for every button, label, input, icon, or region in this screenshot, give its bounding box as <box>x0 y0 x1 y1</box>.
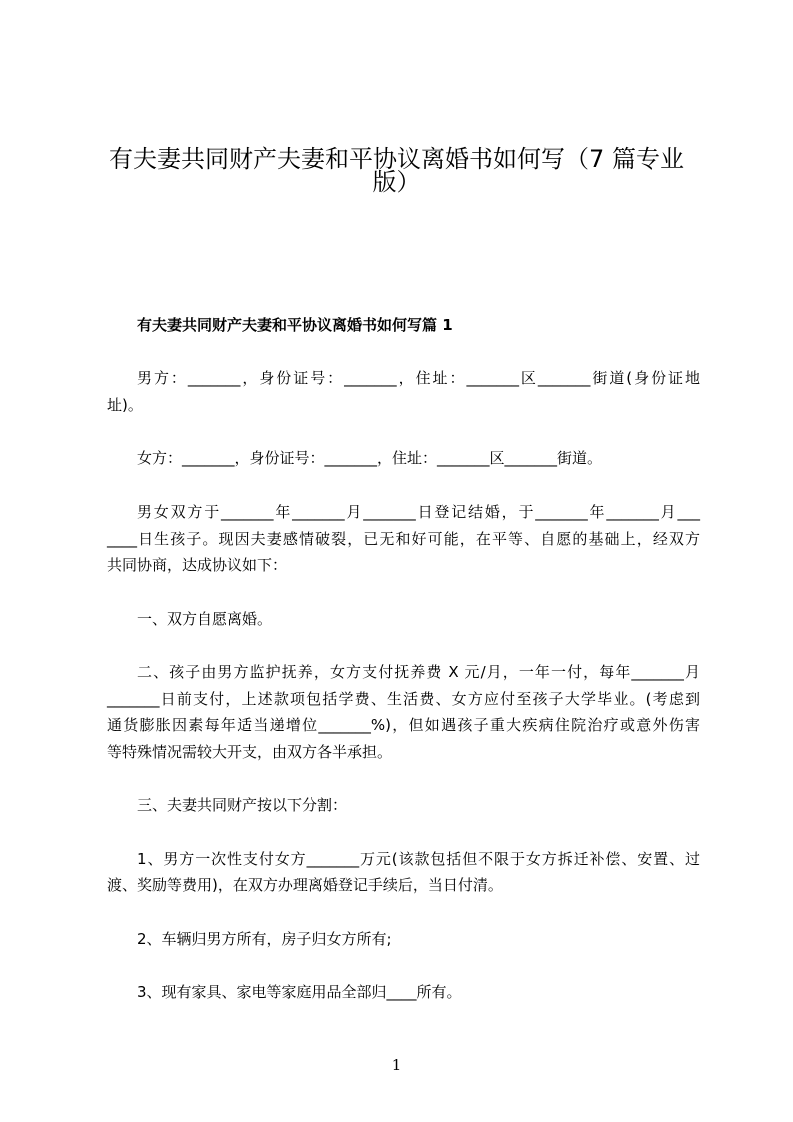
paragraph-line: 二、孩子由男方监护抚养，女方支付抚养费 X 元/月，一年一付，每年_______月 <box>137 662 700 681</box>
paragraph-clause-3 <box>107 792 700 819</box>
paragraph-line: ____日生孩子。现因夫妻感情破裂，已无和好可能，在平等、自愿的基础上，经双方 <box>107 529 700 548</box>
paragraph-line: 等特殊情况需较大开支，由双方各半承担。 <box>107 743 393 761</box>
paragraph-male-party <box>107 365 700 418</box>
paragraph-property-item-1 <box>107 846 700 899</box>
paragraph-line: 址)。 <box>107 396 143 415</box>
paragraph-property-item-3 <box>107 979 700 1006</box>
document-title <box>0 145 793 196</box>
paragraph-female-party <box>107 445 700 472</box>
paragraph-line: 女方：_______，身份证号：_______，住址：_______区_______街道。 <box>137 449 603 468</box>
paragraph-line: 3、现有家具、家电等家庭用品全部归____所有。 <box>137 983 462 1002</box>
paragraph-line: 共同协商，达成协议如下： <box>107 556 288 575</box>
paragraph-line: 一、双方自愿离婚。 <box>137 609 273 628</box>
title-line: 有夫妻共同财产夫妻和平协议离婚书如何写（7 篇专业 <box>109 145 684 173</box>
paragraph-clause-2 <box>107 659 700 766</box>
paragraph-line: 三、夫妻共同财产按以下分割： <box>137 796 348 815</box>
paragraph-clause-1 <box>107 606 700 633</box>
paragraph-line: 1、男方一次性支付女方_______万元(该款包括但不限于女方拆迁补偿、安置、过 <box>137 849 700 868</box>
title-line: 版） <box>372 168 421 196</box>
paragraph-property-item-2 <box>107 926 700 953</box>
section-heading: 有夫妻共同财产夫妻和平协议离婚书如何写篇 1 <box>137 316 453 334</box>
paragraph-line: 2、车辆归男方所有，房子归女方所有; <box>137 929 392 948</box>
paragraph-marriage-info <box>107 499 700 579</box>
paragraph-line: 男女双方于_______年_______月_______日登记结婚，于_______年_______月___ <box>137 502 700 521</box>
paragraph-line: 男方：_______，身份证号：_______，住址：_______区_______街道(身份证地 <box>137 369 700 388</box>
paragraph-line: _______日前支付，上述款项包括学费、生活费、女方应付至孩子大学毕业。(考虑到 <box>107 689 700 708</box>
page-number: 1 <box>391 1056 402 1074</box>
paragraph-line: 渡、奖励等费用)，在双方办理离婚登记手续后，当日付清。 <box>107 876 503 895</box>
paragraph-line: 通货膨胀因素每年适当递增位_______%)，但如遇孩子重大疾病住院治疗或意外伤害 <box>107 716 700 735</box>
document-body <box>107 312 700 1033</box>
